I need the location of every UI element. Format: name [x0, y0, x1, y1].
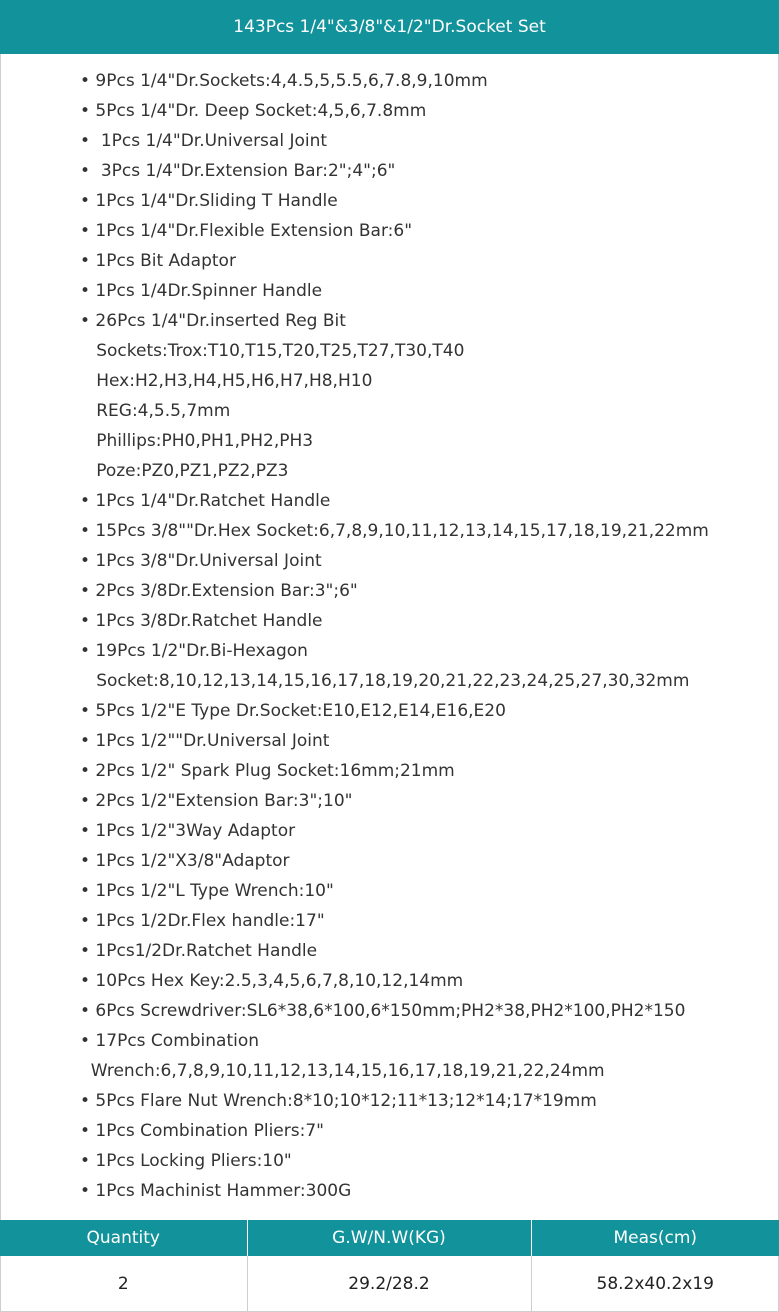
- cell-quantity: 2: [0, 1256, 247, 1312]
- list-item: • 1Pcs 1/2"X3/8"Adaptor: [80, 851, 290, 871]
- list-item: • 5Pcs 1/2"E Type Dr.Socket:E10,E12,E14,E16,E20: [80, 701, 506, 721]
- list-item: • 5Pcs 1/4"Dr. Deep Socket:4,5,6,7.8mm: [80, 101, 427, 121]
- packing-spec-table: [0, 1220, 779, 1312]
- list-item-continuation: Poze:PZ0,PZ1,PZ2,PZ3: [80, 461, 289, 481]
- list-item: • 17Pcs Combination: [80, 1031, 260, 1051]
- list-item: • 1Pcs Bit Adaptor: [80, 251, 236, 271]
- list-item-continuation: REG:4,5.5,7mm: [80, 401, 231, 421]
- list-item: • 10Pcs Hex Key:2.5,3,4,5,6,7,8,10,12,14mm: [80, 971, 464, 991]
- table-row: [0, 1256, 779, 1312]
- list-item: • 26Pcs 1/4"Dr.inserted Reg Bit: [80, 311, 346, 331]
- list-item: • 1Pcs1/2Dr.Ratchet Handle: [80, 941, 318, 961]
- list-item-continuation: Sockets:Trox:T10,T15,T20,T25,T27,T30,T40: [80, 341, 465, 361]
- list-item: • 2Pcs 3/8Dr.Extension Bar:3";6": [80, 581, 358, 601]
- list-item-continuation: Wrench:6,7,8,9,10,11,12,13,14,15,16,17,18,19,21,22,24mm: [80, 1061, 605, 1081]
- page-title: 143Pcs 1/4"&3/8"&1/2"Dr.Socket Set: [233, 17, 546, 37]
- list-item: • 9Pcs 1/4"Dr.Sockets:4,4.5,5,5.5,6,7.8,9,10mm: [80, 71, 488, 91]
- list-item: • 5Pcs Flare Nut Wrench:8*10;10*12;11*13;12*14;17*19mm: [80, 1091, 597, 1111]
- cell-weight: 29.2/28.2: [247, 1256, 531, 1312]
- list-item: • 6Pcs Screwdriver:SL6*38,6*100,6*150mm;PH2*38,PH2*100,PH2*150: [80, 1001, 686, 1021]
- list-item: • 1Pcs 1/2"3Way Adaptor: [80, 821, 296, 841]
- list-item: • 2Pcs 1/2"Extension Bar:3";10": [80, 791, 353, 811]
- list-item: • 1Pcs 1/4"Dr.Flexible Extension Bar:6": [80, 221, 413, 241]
- list-item: • 1Pcs 3/8"Dr.Universal Joint: [80, 551, 322, 571]
- list-item: • 1Pcs 1/4Dr.Spinner Handle: [80, 281, 323, 301]
- list-item: • 1Pcs 3/8Dr.Ratchet Handle: [80, 611, 323, 631]
- list-item: • 1Pcs 1/2"L Type Wrench:10": [80, 881, 334, 901]
- header-quantity: Quantity: [0, 1220, 247, 1256]
- list-item: • 19Pcs 1/2"Dr.Bi-Hexagon: [80, 641, 308, 661]
- cell-measurement: 58.2x40.2x19: [596, 1274, 714, 1294]
- list-item-continuation: Hex:H2,H3,H4,H5,H6,H7,H8,H10: [80, 371, 373, 391]
- component-list: [80, 66, 759, 1206]
- header-measurement: Meas(cm): [531, 1220, 779, 1256]
- list-item-continuation: Socket:8,10,12,13,14,15,16,17,18,19,20,21,22,23,24,25,27,30,32mm: [80, 671, 690, 691]
- list-item: • 1Pcs 1/4"Dr.Universal Joint: [80, 131, 328, 151]
- list-item: • 2Pcs 1/2" Spark Plug Socket:16mm;21mm: [80, 761, 455, 781]
- list-item: • 3Pcs 1/4"Dr.Extension Bar:2";4";6": [80, 161, 396, 181]
- list-item: • 1Pcs 1/2""Dr.Universal Joint: [80, 731, 330, 751]
- list-item: • 15Pcs 3/8""Dr.Hex Socket:6,7,8,9,10,11,12,13,14,15,17,18,19,21,22mm: [80, 521, 709, 541]
- list-item: • 1Pcs 1/4"Dr.Sliding T Handle: [80, 191, 338, 211]
- list-item: • 1Pcs 1/2Dr.Flex handle:17": [80, 911, 325, 931]
- table-header-row: [0, 1220, 779, 1256]
- page-title-bar: [0, 0, 779, 54]
- list-item: • 1Pcs Combination Pliers:7": [80, 1121, 324, 1141]
- list-item: • 1Pcs Machinist Hammer:300G: [80, 1181, 352, 1201]
- list-item: • 1Pcs Locking Pliers:10": [80, 1151, 292, 1171]
- list-item-continuation: Phillips:PH0,PH1,PH2,PH3: [80, 431, 314, 451]
- list-item: • 1Pcs 1/4"Dr.Ratchet Handle: [80, 491, 331, 511]
- header-weight: G.W/N.W(KG): [247, 1220, 531, 1256]
